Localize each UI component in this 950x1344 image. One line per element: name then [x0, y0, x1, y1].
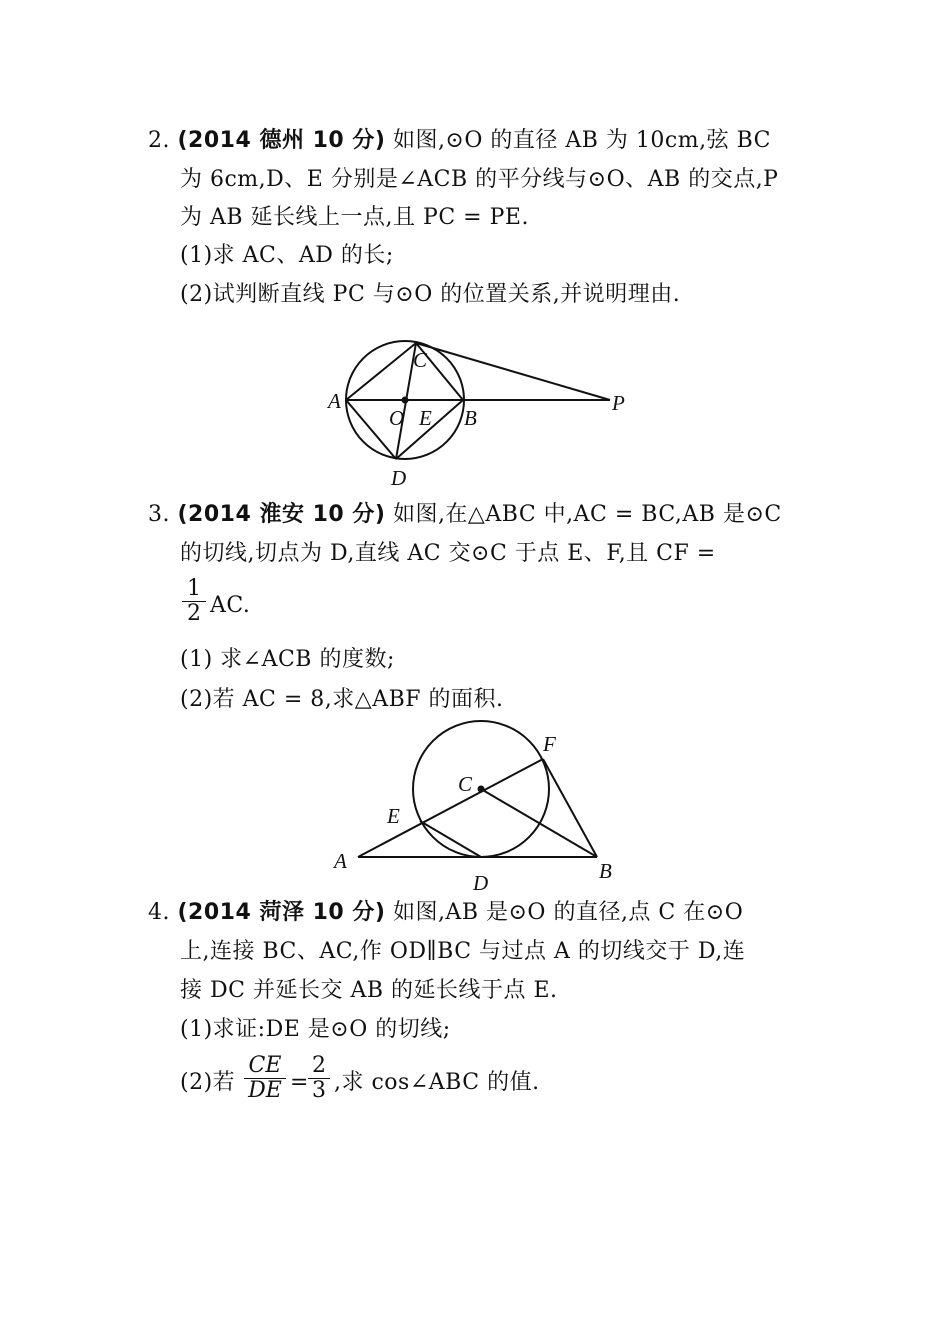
fraction-numerator: 1	[187, 576, 201, 601]
problem-part: (1)求证:DE 是⊙O 的切线;	[180, 1017, 451, 1042]
problem-stem-line: 上,连接 BC、AC,作 OD∥BC 与过点 A 的切线交于 D,连	[180, 939, 746, 964]
label-e: E	[387, 804, 400, 828]
label-b: B	[599, 859, 612, 883]
equals-sign: =	[290, 1070, 309, 1095]
segment-cb	[481, 789, 597, 857]
fraction-denominator: DE	[248, 1078, 282, 1103]
fraction-denominator: 3	[312, 1078, 326, 1103]
figure-problem-3	[358, 721, 597, 857]
center-point	[403, 398, 408, 403]
fraction-numerator: 2	[312, 1053, 326, 1078]
problem-4-first-line	[148, 898, 743, 928]
label-p: P	[612, 391, 625, 415]
segment-ac	[346, 343, 416, 400]
problem-stem-line: 为 AB 延长线上一点,且 PC = PE.	[180, 205, 529, 230]
segment-ed	[420, 821, 481, 857]
segment-cp	[416, 343, 610, 400]
label-c: C	[413, 348, 428, 372]
problem-number: 4.	[148, 900, 170, 925]
problem-source: (2014 淮安 10 分)	[177, 502, 386, 527]
problem-stem-line: 如图,⊙O 的直径 AB 为 10cm,弦 BC	[392, 128, 771, 153]
part2-prefix: (2)若	[180, 1070, 236, 1095]
label-o: O	[389, 406, 405, 430]
fraction-tail: AC.	[210, 593, 251, 618]
figure-problem-2	[346, 341, 610, 459]
label-f: F	[543, 732, 556, 756]
problem-stem-line: 接 DC 并延长交 AB 的延长线于点 E.	[180, 978, 558, 1003]
problem-3-first-line	[148, 500, 782, 530]
problem-part: (2)若 AC = 8,求△ABF 的面积.	[180, 687, 504, 712]
fraction-numerator: CE	[248, 1053, 282, 1078]
problem-part: (2)试判断直线 PC 与⊙O 的位置关系,并说明理由.	[180, 282, 681, 307]
fraction-denominator: 2	[187, 601, 201, 626]
label-b: B	[464, 406, 477, 430]
problem-stem-line: 如图,在△ABC 中,AC = BC,AB 是⊙C	[392, 502, 782, 527]
problem-source: (2014 德州 10 分)	[177, 128, 386, 153]
problem-stem-line: 的切线,切点为 D,直线 AC 交⊙C 于点 E、F,且 CF =	[180, 541, 716, 566]
problem-stem-line: 如图,AB 是⊙O 的直径,点 C 在⊙O	[392, 900, 744, 925]
problem-number: 2.	[148, 128, 170, 153]
problem-part: (1)求 AC、AD 的长;	[180, 243, 394, 268]
part2-tail: ,求 cos∠ABC 的值.	[334, 1070, 540, 1095]
problem-number: 3.	[148, 502, 170, 527]
label-d: D	[391, 466, 407, 490]
problem-stem-line: 为 6cm,D、E 分别是∠ACB 的平分线与⊙O、AB 的交点,P	[180, 167, 779, 192]
label-a: A	[328, 389, 341, 413]
label-a: A	[334, 849, 347, 873]
problem-source: (2014 菏泽 10 分)	[177, 900, 386, 925]
problem-part: (1) 求∠ACB 的度数;	[180, 647, 395, 672]
label-d: D	[473, 871, 489, 895]
fraction-ce-de	[244, 1054, 286, 1103]
label-e: E	[419, 406, 432, 430]
label-c: C	[458, 772, 473, 796]
fraction-one-half	[182, 577, 206, 626]
fraction-two-thirds	[308, 1054, 330, 1103]
center-point	[479, 787, 484, 792]
